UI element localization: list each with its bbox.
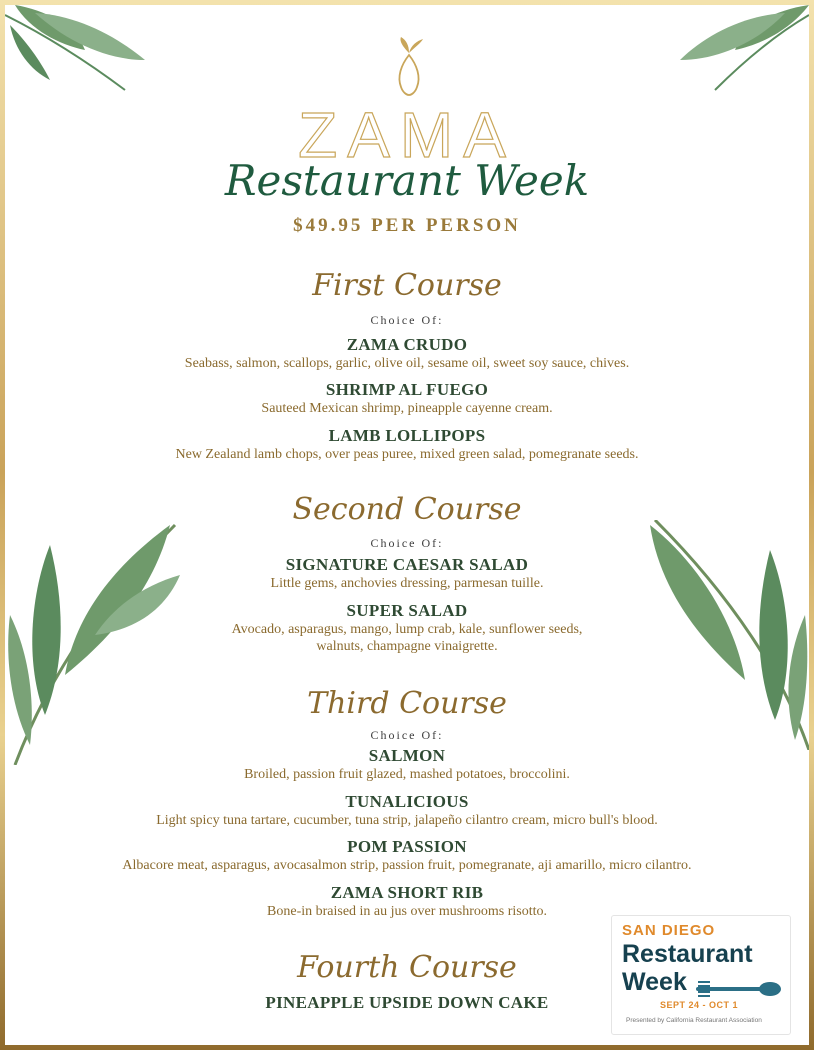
dish-description: Avocado, asparagus, mango, lump crab, kale, sunflower seeds, (231, 622, 583, 637)
dish-description: Little gems, anchovies dressing, parmesan tuille. (270, 576, 544, 591)
course-title-first: First Course (312, 268, 502, 303)
course-title-second: Second Course (292, 492, 522, 527)
leaf-top-left-icon (5, 5, 155, 95)
dish-name: SUPER SALAD (346, 601, 468, 620)
badge-line2: Week (622, 968, 687, 996)
brand-title: ZAMA (298, 99, 516, 171)
choice-label: Choice Of: (370, 536, 444, 550)
fork-spoon-icon (696, 978, 784, 1000)
dish-description: Broiled, passion fruit glazed, mashed potatoes, broccolini. (244, 767, 570, 782)
dish-name: PINEAPPLE UPSIDE DOWN CAKE (265, 993, 549, 1012)
dish-description: New Zealand lamb chops, over peas puree, mixed green salad, pomegranate seeds. (175, 447, 639, 462)
dish-name: TUNALICIOUS (345, 792, 469, 811)
choice-label: Choice Of: (370, 313, 444, 327)
dish-name: POM PASSION (347, 837, 467, 856)
dish-description: Albacore meat, asparagus, avocasalmon strip, passion fruit, pomegranate, aji amarillo, micro cilantro. (122, 858, 692, 873)
dish-description: Seabass, salmon, scallops, garlic, olive oil, sesame oil, sweet soy sauce, chives. (184, 356, 630, 371)
course-title-fourth: Fourth Course (297, 950, 517, 985)
dish-name: LAMB LOLLIPOPS (328, 426, 486, 445)
zama-logo-icon (391, 35, 427, 97)
dish-name: ZAMA CRUDO (346, 335, 468, 354)
badge-line1: Restaurant (622, 940, 753, 968)
san-diego-restaurant-week-badge (611, 915, 791, 1035)
dish-name: ZAMA SHORT RIB (330, 883, 484, 902)
leaf-top-right-icon (675, 5, 809, 95)
dish-name: SIGNATURE CAESAR SALAD (285, 555, 529, 574)
dish-description: Sauteed Mexican shrimp, pineapple cayenne cream. (261, 401, 553, 416)
menu-sheet (5, 5, 809, 1045)
dish-name: SHRIMP AL FUEGO (325, 380, 489, 399)
price-per-person: $49.95 PER PERSON (293, 215, 521, 236)
choice-label: Choice Of: (370, 728, 444, 742)
dish-description-continued: walnuts, champagne vinaigrette. (316, 639, 498, 654)
badge-city: SAN DIEGO (622, 922, 716, 939)
dish-description: Bone-in braised in au jus over mushrooms risotto. (267, 904, 547, 919)
restaurant-week-script: Restaurant Week (224, 156, 590, 205)
badge-dates: SEPT 24 - OCT 1 (660, 1000, 739, 1010)
badge-presented-by: Presented by California Restaurant Association (626, 1017, 762, 1024)
dish-name: SALMON (368, 746, 446, 765)
dish-description: Light spicy tuna tartare, cucumber, tuna strip, jalapeño cilantro cream, micro bull's blood. (156, 813, 658, 828)
course-title-third: Third Course (307, 686, 507, 721)
